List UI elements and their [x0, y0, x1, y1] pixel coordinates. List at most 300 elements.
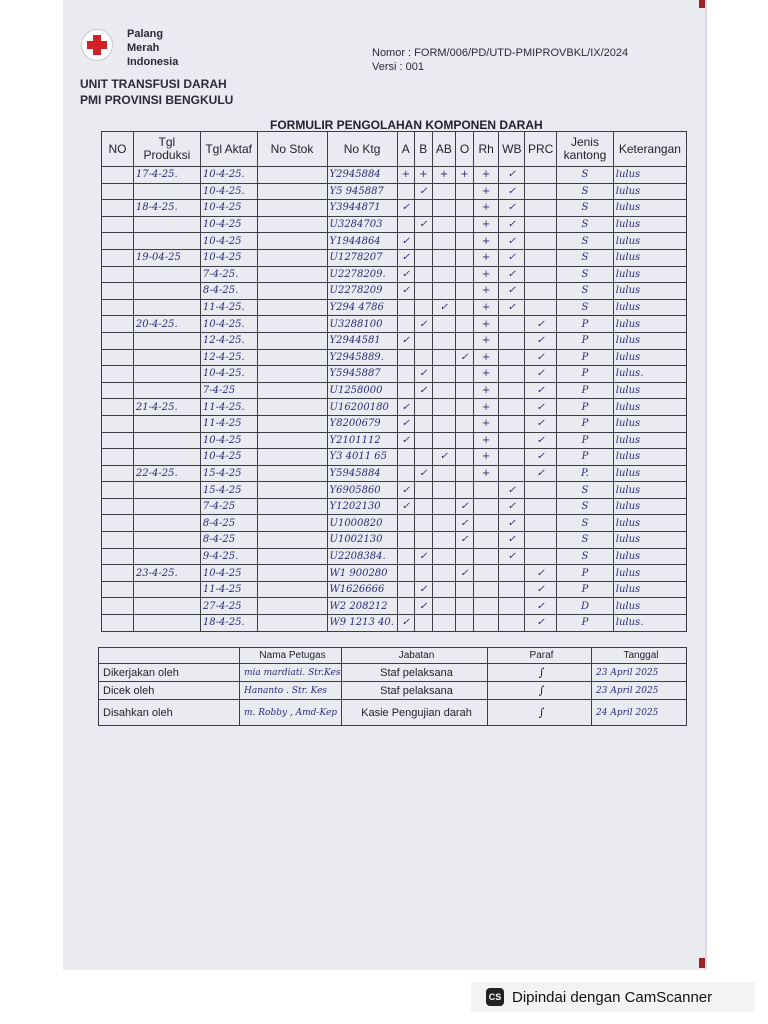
- table-row: [102, 366, 687, 383]
- cell-tgl-produksi: 21-4-25.: [133, 399, 200, 416]
- cell-no: [102, 532, 134, 549]
- table-row: [102, 498, 687, 515]
- camscanner-text: Dipindai dengan CamScanner: [512, 988, 713, 1006]
- cell-ab: [432, 432, 456, 449]
- cell-wb: [499, 581, 525, 598]
- cell-rh: [473, 532, 499, 549]
- cell-b: [415, 515, 433, 532]
- component-table: [101, 131, 687, 632]
- table-row: [102, 565, 687, 582]
- signoff-paraf: ∫: [488, 682, 592, 700]
- cell-no-ktg: Y5945887: [327, 366, 397, 383]
- col-header-jenis-kantong: Jenis kantong: [557, 132, 614, 167]
- cell-tgl-produksi: 23-4-25.: [133, 565, 200, 582]
- cell-rh: +: [473, 233, 499, 250]
- cell-b: [415, 432, 433, 449]
- signoff-jabatan: Staf pelaksana: [342, 682, 488, 700]
- cell-no-stok: [257, 283, 327, 300]
- cell-keterangan: lulus: [613, 565, 686, 582]
- cell-tgl-aktaf: 7-4-25.: [200, 266, 257, 283]
- table-row: [102, 200, 687, 217]
- cell-rh: +: [473, 449, 499, 466]
- cell-tgl-produksi: 17-4-25.: [133, 167, 200, 184]
- cell-rh: +: [473, 283, 499, 300]
- table-row: [102, 283, 687, 300]
- cell-wb: ✓: [499, 249, 525, 266]
- cell-wb: ✓: [499, 515, 525, 532]
- cell-keterangan: lulus: [613, 532, 686, 549]
- cell-keterangan: lulus: [613, 598, 686, 615]
- cell-keterangan: lulus: [613, 432, 686, 449]
- cell-prc: [525, 299, 557, 316]
- cell-a: ✓: [397, 200, 415, 217]
- col-header-a: A: [397, 132, 415, 167]
- cell-no-ktg: Y3944871: [327, 200, 397, 217]
- cell-jenis-kantong: P: [557, 399, 614, 416]
- cell-wb: ✓: [499, 283, 525, 300]
- cell-tgl-aktaf: 12-4-25.: [200, 332, 257, 349]
- cell-rh: +: [473, 332, 499, 349]
- cell-ab: [432, 598, 456, 615]
- cell-no-ktg: Y3 4011 65: [327, 449, 397, 466]
- cell-b: [415, 498, 433, 515]
- cell-o: [456, 266, 474, 283]
- cell-no-ktg: Y5945884: [327, 465, 397, 482]
- cell-b: [415, 200, 433, 217]
- table-row: [102, 183, 687, 200]
- cell-no-ktg: U1258000: [327, 382, 397, 399]
- cell-no-stok: [257, 548, 327, 565]
- cell-a: ✓: [397, 399, 415, 416]
- cell-no: [102, 233, 134, 250]
- cell-ab: [432, 249, 456, 266]
- cell-ab: [432, 332, 456, 349]
- cell-ab: [432, 415, 456, 432]
- cell-prc: [525, 548, 557, 565]
- cell-jenis-kantong: S: [557, 216, 614, 233]
- cell-b: [415, 332, 433, 349]
- cell-rh: +: [473, 316, 499, 333]
- cell-no: [102, 349, 134, 366]
- cell-no: [102, 498, 134, 515]
- cell-no-stok: [257, 366, 327, 383]
- cell-rh: +: [473, 399, 499, 416]
- cell-no: [102, 167, 134, 184]
- cell-rh: [473, 548, 499, 565]
- cell-keterangan: lulus: [613, 249, 686, 266]
- cell-wb: [499, 415, 525, 432]
- cell-no: [102, 615, 134, 632]
- red-cross-logo-icon: [82, 30, 112, 60]
- cell-jenis-kantong: S: [557, 249, 614, 266]
- cell-rh: +: [473, 200, 499, 217]
- cell-prc: [525, 167, 557, 184]
- cell-tgl-aktaf: 7-4-25: [200, 382, 257, 399]
- cell-tgl-aktaf: 10-4-25.: [200, 183, 257, 200]
- cell-a: ✓: [397, 332, 415, 349]
- cell-jenis-kantong: S: [557, 515, 614, 532]
- cell-wb: ✓: [499, 233, 525, 250]
- cell-no-stok: [257, 615, 327, 632]
- cell-wb: ✓: [499, 498, 525, 515]
- table-header-row: [102, 132, 687, 167]
- cell-a: [397, 216, 415, 233]
- col-header-rh: Rh: [473, 132, 499, 167]
- cell-b: [415, 482, 433, 499]
- cell-rh: +: [473, 382, 499, 399]
- cell-keterangan: lulus: [613, 581, 686, 598]
- cell-keterangan: lulus: [613, 233, 686, 250]
- table-row: [102, 482, 687, 499]
- cell-jenis-kantong: P: [557, 432, 614, 449]
- cell-a: [397, 449, 415, 466]
- binder-mark-bottom: [699, 958, 705, 968]
- cell-b: [415, 532, 433, 549]
- cell-jenis-kantong: S: [557, 532, 614, 549]
- cell-no-ktg: U2278209: [327, 283, 397, 300]
- cell-wb: [499, 399, 525, 416]
- table-row: [102, 399, 687, 416]
- cell-b: ✓: [415, 382, 433, 399]
- cell-o: [456, 332, 474, 349]
- cell-rh: +: [473, 167, 499, 184]
- signoff-jabatan: Staf pelaksana: [342, 664, 488, 682]
- cell-ab: +: [432, 167, 456, 184]
- cell-jenis-kantong: S: [557, 299, 614, 316]
- cell-tgl-produksi: [133, 498, 200, 515]
- cell-wb: ✓: [499, 482, 525, 499]
- cell-b: ✓: [415, 216, 433, 233]
- col-header-keterangan: Keterangan: [613, 132, 686, 167]
- cell-prc: ✓: [525, 415, 557, 432]
- cell-no-stok: [257, 299, 327, 316]
- cell-o: [456, 598, 474, 615]
- cell-ab: [432, 200, 456, 217]
- cell-keterangan: lulus: [613, 316, 686, 333]
- cell-tgl-produksi: [133, 366, 200, 383]
- cell-no: [102, 548, 134, 565]
- cell-tgl-aktaf: 11-4-25.: [200, 299, 257, 316]
- cell-no: [102, 283, 134, 300]
- cell-tgl-aktaf: 9-4-25.: [200, 548, 257, 565]
- cell-o: ✓: [456, 515, 474, 532]
- signoff-label: Dikerjakan oleh: [99, 664, 240, 682]
- cell-keterangan: lulus: [613, 332, 686, 349]
- cell-no: [102, 581, 134, 598]
- cell-jenis-kantong: S: [557, 283, 614, 300]
- cell-prc: ✓: [525, 598, 557, 615]
- cell-wb: [499, 366, 525, 383]
- cell-no-stok: [257, 167, 327, 184]
- cell-b: ✓: [415, 183, 433, 200]
- cell-a: ✓: [397, 283, 415, 300]
- cell-b: [415, 283, 433, 300]
- cell-tgl-produksi: [133, 332, 200, 349]
- cell-ab: [432, 548, 456, 565]
- cell-rh: +: [473, 216, 499, 233]
- signoff-tanggal: 24 April 2025: [592, 700, 687, 726]
- cell-no: [102, 432, 134, 449]
- cell-prc: [525, 266, 557, 283]
- cell-ab: [432, 482, 456, 499]
- cell-tgl-aktaf: 10-4-25: [200, 565, 257, 582]
- cell-no: [102, 216, 134, 233]
- table-row: [102, 216, 687, 233]
- cell-no-stok: [257, 332, 327, 349]
- cell-no: [102, 366, 134, 383]
- cell-tgl-produksi: [133, 415, 200, 432]
- versi-text: Versi : 001: [372, 61, 424, 73]
- cell-ab: [432, 382, 456, 399]
- cell-keterangan: lulus.: [613, 366, 686, 383]
- cell-o: [456, 432, 474, 449]
- cell-o: [456, 183, 474, 200]
- cell-o: [456, 249, 474, 266]
- cell-b: +: [415, 167, 433, 184]
- cell-o: ✓: [456, 532, 474, 549]
- cell-wb: [499, 332, 525, 349]
- cell-tgl-produksi: [133, 449, 200, 466]
- cell-no: [102, 299, 134, 316]
- cell-tgl-produksi: [133, 515, 200, 532]
- cell-a: [397, 565, 415, 582]
- cell-no: [102, 598, 134, 615]
- cell-rh: +: [473, 432, 499, 449]
- cell-ab: [432, 233, 456, 250]
- table-row: [102, 167, 687, 184]
- cell-wb: [499, 382, 525, 399]
- cell-o: [456, 548, 474, 565]
- cell-wb: [499, 615, 525, 632]
- cell-no-ktg: W9 1213 40.: [327, 615, 397, 632]
- cell-b: ✓: [415, 465, 433, 482]
- col-header-o: O: [456, 132, 474, 167]
- cell-wb: ✓: [499, 216, 525, 233]
- cell-ab: [432, 316, 456, 333]
- cell-rh: [473, 515, 499, 532]
- cell-prc: [525, 498, 557, 515]
- cell-keterangan: lulus: [613, 515, 686, 532]
- cell-a: ✓: [397, 266, 415, 283]
- cell-no-ktg: W2 208212: [327, 598, 397, 615]
- cell-tgl-produksi: [133, 183, 200, 200]
- cell-o: [456, 581, 474, 598]
- cell-prc: [525, 216, 557, 233]
- signoff-row: [99, 664, 687, 682]
- cell-o: [456, 382, 474, 399]
- cell-tgl-produksi: 20-4-25.: [133, 316, 200, 333]
- cell-b: [415, 565, 433, 582]
- signoff-nama: m. Robby , Amd-Kep: [240, 700, 342, 726]
- cell-tgl-produksi: [133, 615, 200, 632]
- cell-tgl-aktaf: 10-4-25.: [200, 366, 257, 383]
- cell-no-stok: [257, 498, 327, 515]
- cell-no-stok: [257, 399, 327, 416]
- cell-o: ✓: [456, 565, 474, 582]
- col-header-no-stok: No Stok: [257, 132, 327, 167]
- cell-no-ktg: U1278207: [327, 249, 397, 266]
- cell-tgl-aktaf: 10-4-25: [200, 216, 257, 233]
- signoff-nama: mia mardiati. Str.Kes: [240, 664, 342, 682]
- cell-no-stok: [257, 249, 327, 266]
- org-name: [127, 27, 178, 69]
- cell-a: [397, 366, 415, 383]
- cell-tgl-aktaf: 11-4-25.: [200, 399, 257, 416]
- cell-tgl-aktaf: 8-4-25: [200, 532, 257, 549]
- cell-keterangan: lulus: [613, 299, 686, 316]
- cell-a: ✓: [397, 498, 415, 515]
- table-row: [102, 349, 687, 366]
- cell-wb: ✓: [499, 532, 525, 549]
- col-header-no: NO: [102, 132, 134, 167]
- cell-jenis-kantong: S: [557, 498, 614, 515]
- cell-wb: [499, 316, 525, 333]
- cell-b: ✓: [415, 581, 433, 598]
- cell-jenis-kantong: P: [557, 615, 614, 632]
- cell-keterangan: lulus: [613, 482, 686, 499]
- nomor-text: Nomor : FORM/006/PD/UTD-PMIPROVBKL/IX/2024: [372, 47, 629, 59]
- cell-ab: [432, 349, 456, 366]
- cell-tgl-aktaf: 11-4-25: [200, 581, 257, 598]
- cell-tgl-aktaf: 8-4-25.: [200, 283, 257, 300]
- cell-no: [102, 515, 134, 532]
- cell-jenis-kantong: S: [557, 183, 614, 200]
- cell-ab: [432, 532, 456, 549]
- cell-b: ✓: [415, 366, 433, 383]
- cell-tgl-produksi: [133, 299, 200, 316]
- table-row: [102, 532, 687, 549]
- cell-tgl-produksi: [133, 581, 200, 598]
- cell-prc: [525, 249, 557, 266]
- cell-tgl-produksi: [133, 382, 200, 399]
- cell-no-stok: [257, 349, 327, 366]
- cell-rh: [473, 615, 499, 632]
- cell-no: [102, 200, 134, 217]
- cell-tgl-produksi: [133, 548, 200, 565]
- cell-tgl-aktaf: 10-4-25: [200, 449, 257, 466]
- cell-no-stok: [257, 200, 327, 217]
- cell-jenis-kantong: P: [557, 581, 614, 598]
- cell-no-ktg: W1 900280: [327, 565, 397, 582]
- cell-a: ✓: [397, 249, 415, 266]
- signoff-table: [98, 647, 687, 726]
- table-row: [102, 581, 687, 598]
- cell-rh: +: [473, 183, 499, 200]
- cell-a: [397, 299, 415, 316]
- signoff-paraf: ∫: [488, 700, 592, 726]
- cell-a: [397, 548, 415, 565]
- cell-no: [102, 399, 134, 416]
- cell-a: [397, 349, 415, 366]
- cell-keterangan: lulus: [613, 349, 686, 366]
- cell-jenis-kantong: P: [557, 449, 614, 466]
- signoff-header-row: [99, 648, 687, 664]
- cell-tgl-aktaf: 10-4-25: [200, 233, 257, 250]
- cell-rh: +: [473, 465, 499, 482]
- cell-no-ktg: Y294 4786: [327, 299, 397, 316]
- cell-tgl-produksi: 22-4-25.: [133, 465, 200, 482]
- cell-no: [102, 415, 134, 432]
- cell-prc: ✓: [525, 565, 557, 582]
- cell-o: [456, 299, 474, 316]
- camscanner-icon: CS: [486, 988, 504, 1006]
- cell-a: [397, 183, 415, 200]
- cell-no: [102, 382, 134, 399]
- cell-a: ✓: [397, 615, 415, 632]
- cell-ab: [432, 266, 456, 283]
- cell-rh: +: [473, 249, 499, 266]
- cell-o: ✓: [456, 349, 474, 366]
- table-row: [102, 249, 687, 266]
- cell-o: [456, 216, 474, 233]
- cell-keterangan: lulus: [613, 283, 686, 300]
- cell-prc: [525, 482, 557, 499]
- cell-jenis-kantong: S: [557, 167, 614, 184]
- cell-rh: +: [473, 266, 499, 283]
- cell-rh: +: [473, 415, 499, 432]
- cell-rh: [473, 598, 499, 615]
- cell-tgl-aktaf: 15-4-25: [200, 482, 257, 499]
- cell-b: ✓: [415, 598, 433, 615]
- cell-no: [102, 332, 134, 349]
- cell-jenis-kantong: S: [557, 482, 614, 499]
- cell-no-ktg: U2208384.: [327, 548, 397, 565]
- cell-prc: ✓: [525, 382, 557, 399]
- cell-jenis-kantong: S: [557, 200, 614, 217]
- cell-ab: [432, 498, 456, 515]
- cell-rh: +: [473, 349, 499, 366]
- cell-o: [456, 283, 474, 300]
- cell-ab: [432, 615, 456, 632]
- cell-jenis-kantong: P: [557, 316, 614, 333]
- table-row: [102, 233, 687, 250]
- cell-tgl-aktaf: 10-4-25: [200, 200, 257, 217]
- cell-prc: ✓: [525, 399, 557, 416]
- cell-o: [456, 200, 474, 217]
- cell-prc: ✓: [525, 465, 557, 482]
- cell-tgl-aktaf: 10-4-25.: [200, 167, 257, 184]
- cell-no: [102, 249, 134, 266]
- cell-tgl-aktaf: 7-4-25: [200, 498, 257, 515]
- table-row: [102, 432, 687, 449]
- binder-mark-top: [699, 0, 705, 8]
- cell-no-stok: [257, 316, 327, 333]
- cell-no-stok: [257, 565, 327, 582]
- cell-no-stok: [257, 449, 327, 466]
- cell-no-ktg: W1626666: [327, 581, 397, 598]
- cell-no-ktg: Y2945884: [327, 167, 397, 184]
- cell-a: [397, 598, 415, 615]
- cell-no-ktg: U1002130: [327, 532, 397, 549]
- cell-tgl-aktaf: 18-4-25.: [200, 615, 257, 632]
- cell-no-ktg: U1000820: [327, 515, 397, 532]
- col-header-ab: AB: [432, 132, 456, 167]
- cell-ab: [432, 581, 456, 598]
- cell-rh: [473, 565, 499, 582]
- cell-no: [102, 316, 134, 333]
- cell-tgl-produksi: [133, 432, 200, 449]
- cell-ab: [432, 283, 456, 300]
- table-row: [102, 598, 687, 615]
- camscanner-badge: [471, 982, 755, 1012]
- table-row: [102, 615, 687, 632]
- cell-tgl-produksi: [133, 233, 200, 250]
- cell-wb: ✓: [499, 266, 525, 283]
- cell-jenis-kantong: P.: [557, 465, 614, 482]
- cell-prc: ✓: [525, 432, 557, 449]
- cell-no-ktg: Y2101112: [327, 432, 397, 449]
- cell-tgl-produksi: [133, 349, 200, 366]
